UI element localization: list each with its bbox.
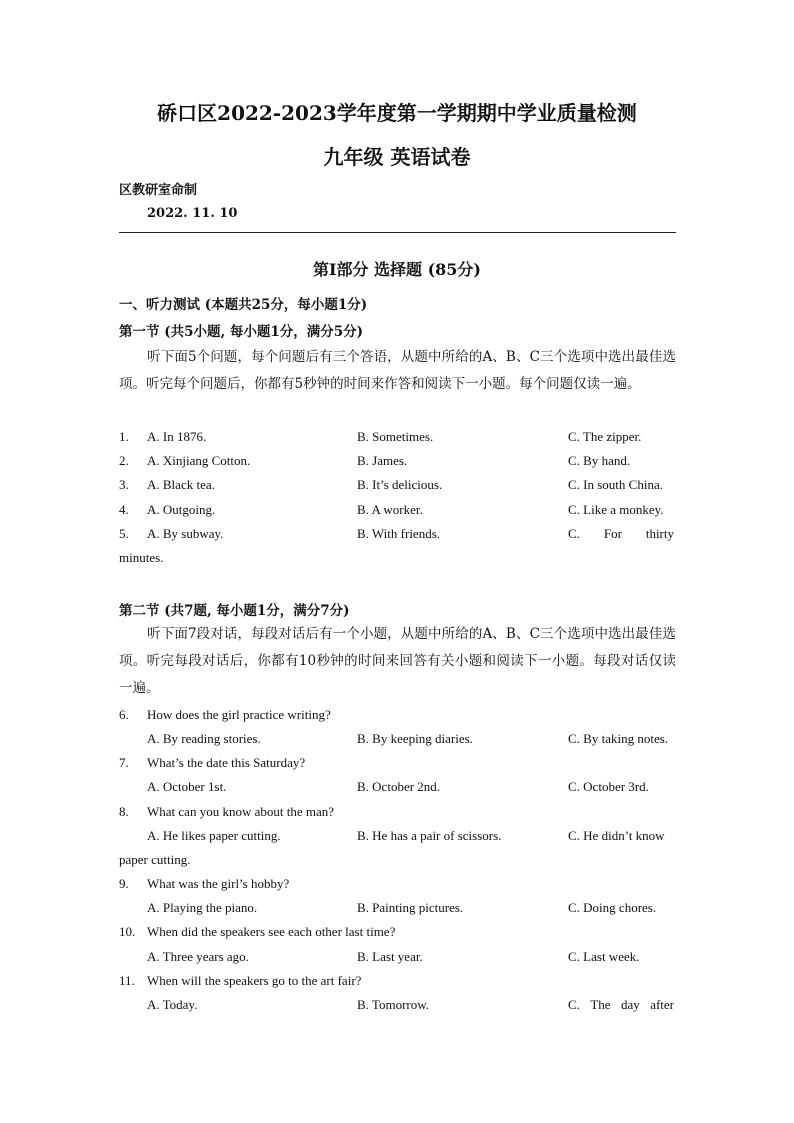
- option-a: A. In 1876.: [147, 429, 207, 444]
- exam-date: 2022. 11. 10: [147, 206, 238, 221]
- option-b: B. By keeping diaries.: [357, 731, 473, 746]
- option-b: B. Tomorrow.: [357, 997, 430, 1012]
- section2-instructions-text: 听下面7段对话，每段对话后有一个小题，从题中所给的A、B、C三个选项中选出最佳选项。听完每段对话后，你都有10秒钟的时间来回答有关小题和阅读下一小题。每段对话仅读一遍。: [119, 626, 676, 696]
- option-a: A. October 1st.: [147, 779, 227, 794]
- option-c: C. By taking notes.: [568, 731, 669, 746]
- option-c-part: day: [620, 997, 640, 1012]
- section1-instructions-text: 听下面5个问题，每个问题后有三个答语，从题中所给的A、B、C三个选项中选出最佳选项。听完每个问题后，你都有5秒钟的时间来作答和阅读下一小题。每个问题仅读一遍。: [119, 349, 676, 392]
- option-c: C. The zipper.: [568, 429, 642, 444]
- question-number: 9.: [119, 876, 129, 891]
- option-b: B. Painting pictures.: [357, 900, 464, 915]
- option-c-part: thirty: [645, 526, 674, 541]
- exam-subtitle: 九年级 英语试卷: [323, 145, 471, 169]
- option-b: B. October 2nd.: [357, 779, 441, 794]
- section1-heading: 第一节 (共5小题, 每小题1分，满分5分): [119, 324, 364, 340]
- question-stem: When will the speakers go to the art fair?: [147, 973, 362, 988]
- option-b: B. Sometimes.: [357, 429, 434, 444]
- option-c-part: The: [590, 997, 611, 1012]
- option-a: A. By reading stories.: [147, 731, 261, 746]
- option-b: B. With friends.: [357, 526, 441, 541]
- question-number: 1.: [119, 429, 129, 444]
- exam-title: 硚口区2022-2023学年度第一学期期中学业质量检测: [157, 101, 637, 125]
- header-divider: [119, 232, 676, 233]
- option-a: A. Today.: [147, 997, 198, 1012]
- option-a: A. Xinjiang Cotton.: [147, 453, 251, 468]
- option-a: A. Outgoing.: [147, 502, 216, 517]
- option-b: B. James.: [357, 453, 408, 468]
- option-b: B. A worker.: [357, 502, 423, 517]
- question-stem: How does the girl practice writing?: [147, 707, 331, 722]
- author-line: 区教研室命制: [119, 183, 198, 198]
- option-a: A. Black tea.: [147, 477, 215, 492]
- listening-heading: 一、听力测试 (本题共25分，每小题1分): [119, 297, 368, 313]
- option-c: [568, 526, 674, 542]
- question-stem: What can you know about the man?: [147, 804, 334, 819]
- question-number: 11.: [119, 973, 135, 988]
- option-c-continuation: paper cutting.: [119, 852, 191, 867]
- section1-instructions: [119, 344, 676, 398]
- question-stem: What was the girl’s hobby?: [147, 876, 290, 891]
- option-a: A. Playing the piano.: [147, 900, 258, 915]
- section2-heading: 第二节 (共7题, 每小题1分，满分7分): [119, 603, 350, 619]
- option-a: A. Three years ago.: [147, 949, 249, 964]
- question-stem: What’s the date this Saturday?: [147, 755, 306, 770]
- option-c-part: after: [650, 997, 674, 1012]
- question-stem: When did the speakers see each other last time?: [147, 924, 396, 939]
- question-number: 2.: [119, 453, 129, 468]
- option-c-part: C.: [568, 997, 580, 1012]
- option-c: C. He didn’t know: [568, 828, 665, 843]
- option-c: [568, 997, 674, 1013]
- question-number: 8.: [119, 804, 129, 819]
- option-b: B. He has a pair of scissors.: [357, 828, 502, 843]
- option-c-part: C.: [568, 526, 580, 541]
- question-number: 4.: [119, 502, 129, 517]
- option-a: A. By subway.: [147, 526, 224, 541]
- option-c: C. In south China.: [568, 477, 663, 492]
- question-number: 10.: [119, 924, 136, 939]
- part-title: 第Ⅰ部分 选择题 (85分): [312, 260, 482, 279]
- option-c: C. Doing chores.: [568, 900, 657, 915]
- option-a: A. He likes paper cutting.: [147, 828, 281, 843]
- question-number: 6.: [119, 707, 129, 722]
- section2-instructions: [119, 621, 676, 702]
- question-number: 3.: [119, 477, 129, 492]
- option-c: C. Last week.: [568, 949, 640, 964]
- option-c-part: For: [603, 526, 622, 541]
- option-c: C. October 3rd.: [568, 779, 649, 794]
- option-c: C. Like a monkey.: [568, 502, 664, 517]
- option-b: B. Last year.: [357, 949, 423, 964]
- option-c: C. By hand.: [568, 453, 631, 468]
- option-b: B. It’s delicious.: [357, 477, 443, 492]
- question-number: 7.: [119, 755, 129, 770]
- question-number: 5.: [119, 526, 129, 541]
- option-c-continuation: minutes.: [119, 550, 164, 565]
